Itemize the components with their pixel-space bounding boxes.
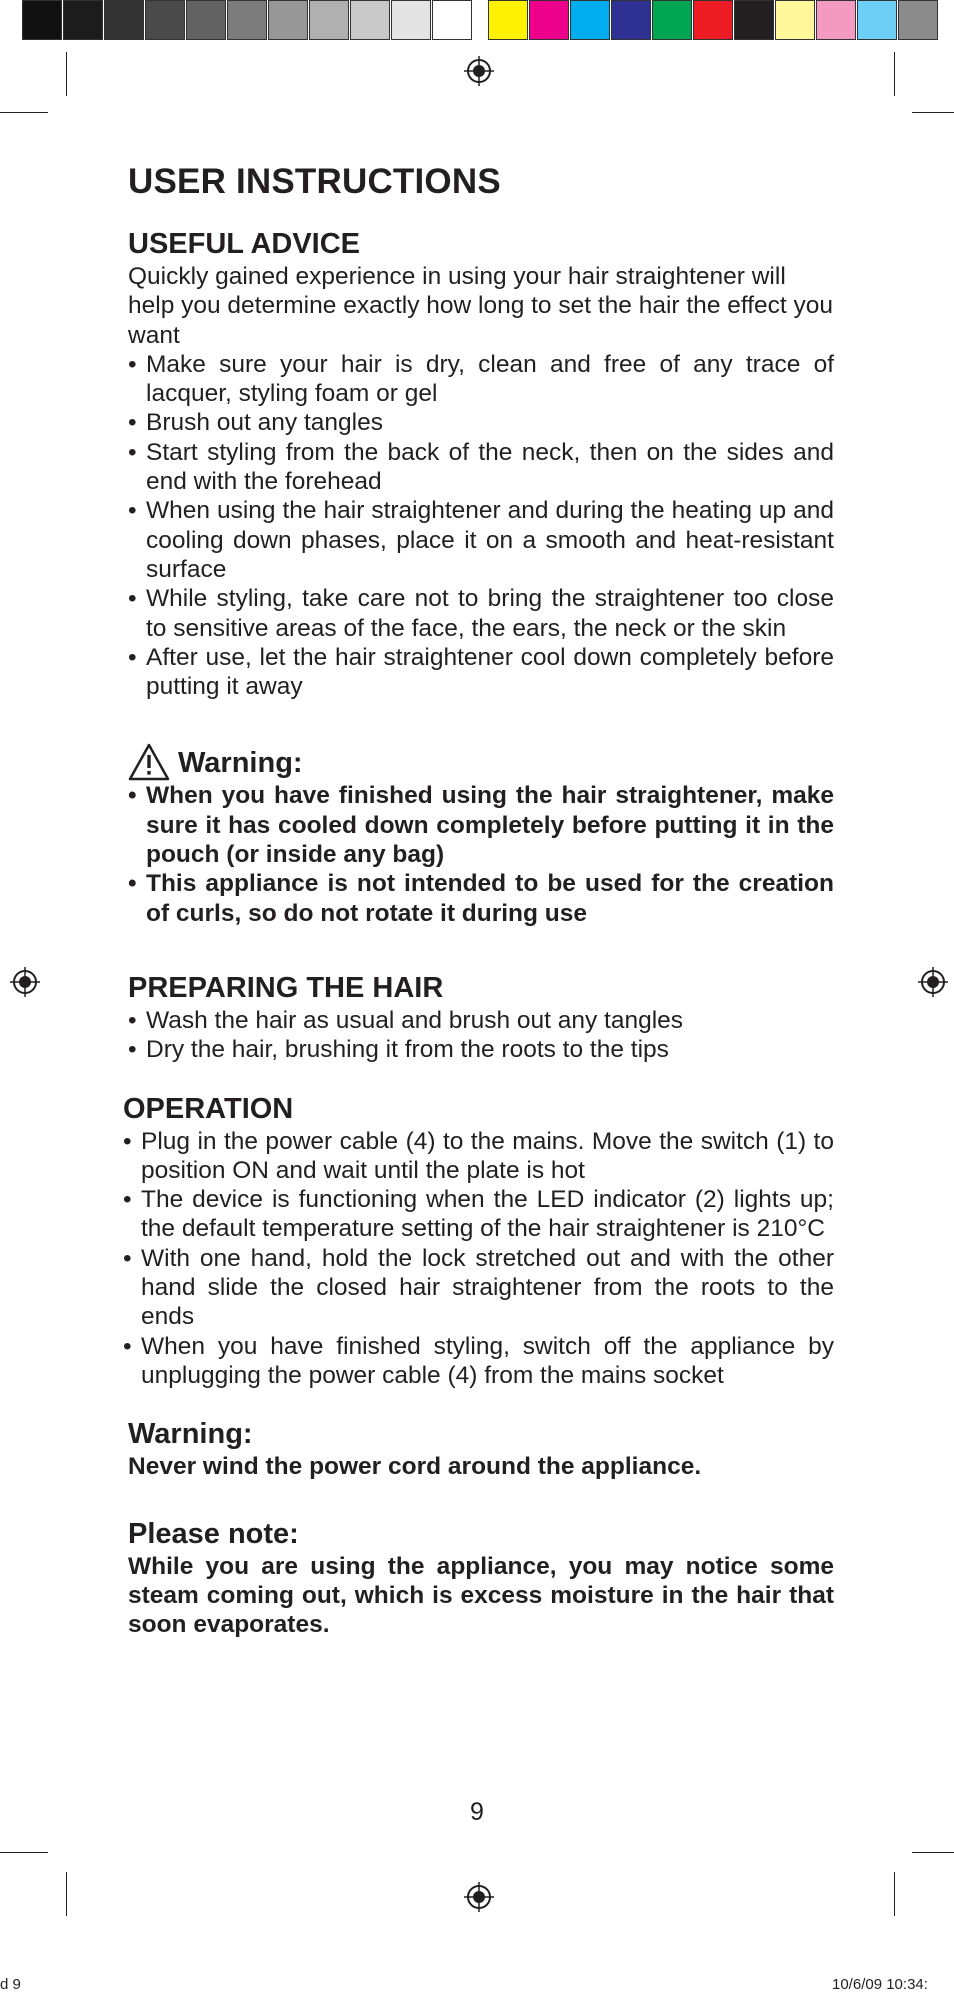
color-swatch <box>857 0 897 40</box>
color-swatch <box>693 0 733 40</box>
color-swatch <box>570 0 610 40</box>
process-color-bar <box>488 0 939 42</box>
operation-heading: OPERATION <box>123 1092 294 1125</box>
page-content <box>123 162 834 1639</box>
crop-mark <box>894 52 895 96</box>
color-swatch <box>432 0 472 40</box>
crop-mark <box>0 1852 48 1853</box>
crop-mark <box>894 1872 895 1916</box>
useful-advice-intro: Quickly gained experience in using your hair straightener will help you determine exactly how long to set the hair the effect you want <box>128 263 834 349</box>
color-swatch <box>309 0 349 40</box>
color-swatch <box>145 0 185 40</box>
list-item: • Start styling from the back of the neck, then on the sides and end with the forehead <box>128 438 834 497</box>
list-item: • Plug in the power cable (4) to the mains. Move the switch (1) to position ON and wait until the plate is hot <box>123 1127 834 1186</box>
list-item: • The device is functioning when the LED indicator (2) lights up; the default temperature setting of the hair straightener is 210°C <box>123 1185 834 1244</box>
warning-triangle-icon <box>128 743 170 781</box>
list-item: • After use, let the hair straightener cool down completely before putting it away <box>128 643 834 702</box>
list-item: • With one hand, hold the lock stretched out and with the other hand slide the closed hair straightener from the roots to the ends <box>123 1244 834 1332</box>
color-swatch <box>350 0 390 40</box>
color-swatch <box>611 0 651 40</box>
color-swatch <box>898 0 938 40</box>
color-swatch <box>104 0 144 40</box>
list-item: • When you have finished using the hair straightener, make sure it has cooled down completely before putting it in the pouch (or inside any bag) <box>128 781 834 869</box>
crop-mark <box>912 1852 954 1853</box>
preparing-heading: PREPARING THE HAIR <box>128 971 444 1004</box>
registration-mark-icon <box>464 56 494 86</box>
preparing-list <box>128 1006 834 1065</box>
list-item: • Wash the hair as usual and brush out any tangles <box>128 1006 834 1035</box>
operation-list <box>123 1127 834 1391</box>
color-swatch <box>186 0 226 40</box>
useful-advice-heading: USEFUL ADVICE <box>128 228 361 260</box>
slug-right: 10/6/09 10:34: <box>832 1976 928 1993</box>
warning-2-heading: Warning: <box>128 1418 253 1451</box>
useful-advice-list <box>128 350 834 702</box>
registration-mark-icon <box>464 1882 494 1912</box>
list-item: • Dry the hair, brushing it from the roots to the tips <box>128 1035 834 1064</box>
list-item: • While styling, take care not to bring the straightener too close to sensitive areas of the face, the ears, the neck or the skin <box>128 584 834 643</box>
crop-mark <box>912 112 954 113</box>
crop-mark <box>0 112 48 113</box>
grayscale-color-bar <box>22 0 473 42</box>
color-swatch <box>488 0 528 40</box>
warning-heading-text: Warning: <box>178 747 303 780</box>
color-swatch <box>734 0 774 40</box>
list-item: • Make sure your hair is dry, clean and free of any trace of lacquer, styling foam or gel <box>128 350 834 409</box>
list-item: • When you have finished styling, switch off the appliance by unplugging the power cable (4) from the mains socket <box>123 1332 834 1391</box>
crop-mark <box>66 52 67 96</box>
warning-heading <box>128 743 834 781</box>
page-number: 9 <box>470 1798 484 1826</box>
page-title: USER INSTRUCTIONS <box>128 162 501 201</box>
color-swatch <box>652 0 692 40</box>
list-item: • Brush out any tangles <box>128 408 834 437</box>
note-text: While you are using the appliance, you may notice some steam coming out, which is excess moisture in the hair that soon evaporates. <box>128 1552 834 1639</box>
color-swatch <box>775 0 815 40</box>
operation-section <box>123 1091 834 1391</box>
note-heading: Please note: <box>128 1517 299 1550</box>
color-swatch <box>63 0 103 40</box>
color-swatch <box>529 0 569 40</box>
warning-list <box>128 781 834 927</box>
registration-mark-icon <box>10 967 40 997</box>
color-swatch <box>268 0 308 40</box>
warning-2-text: Never wind the power cord around the appliance. <box>128 1453 702 1481</box>
registration-mark-icon <box>918 967 948 997</box>
list-item: • This appliance is not intended to be used for the creation of curls, so do not rotate it during use <box>128 869 834 928</box>
color-swatch <box>391 0 431 40</box>
color-swatch <box>816 0 856 40</box>
list-item: • When using the hair straightener and during the heating up and cooling down phases, place it on a smooth and heat-resistant surface <box>128 496 834 584</box>
slug-left: d 9 <box>0 1976 21 1993</box>
crop-mark <box>66 1872 67 1916</box>
color-swatch <box>22 0 62 40</box>
color-swatch <box>227 0 267 40</box>
